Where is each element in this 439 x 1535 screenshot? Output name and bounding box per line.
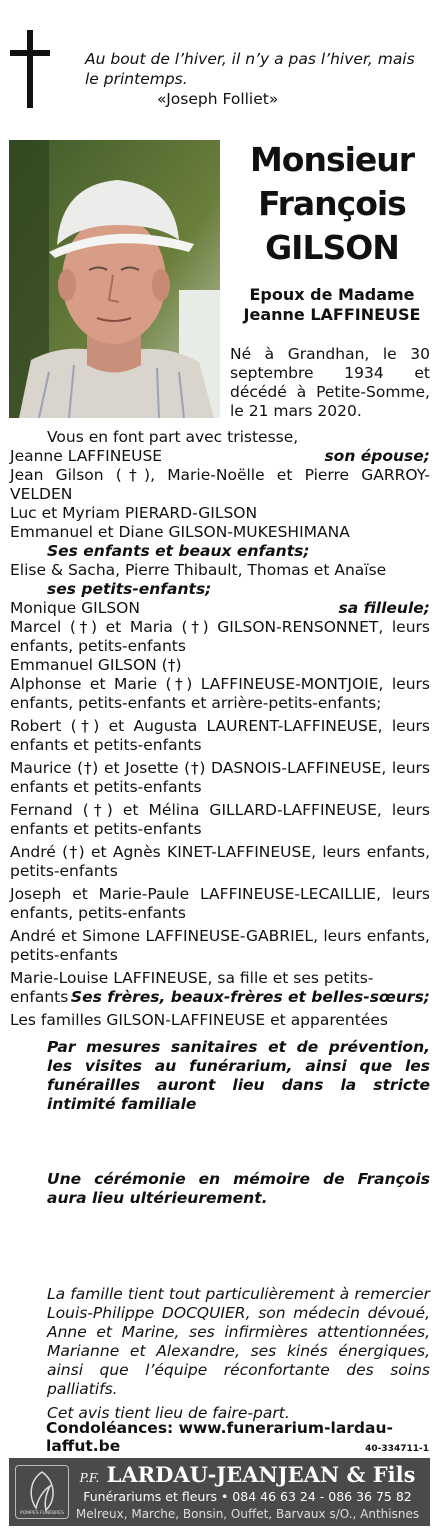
sibling-line: Robert (†) et Augusta LAURENT-LAFFINEUSE, leurs enfants et petits-enfants — [10, 717, 430, 754]
portrait-photo — [9, 140, 220, 418]
spouse-line-1: Epoux de Madame — [249, 285, 415, 304]
condolences-link[interactable]: Condoléances: www.funerarium-lardau-laffut.be — [46, 1419, 393, 1455]
name-last: GILSON — [265, 228, 399, 267]
sibling-line: Fernand (†) et Mélina GILLARD-LAFFINEUSE, leurs enfants et petits-enfants — [10, 801, 430, 838]
sibling-line-last-end: enfants — [10, 988, 69, 1006]
sibling-line: André et Simone LAFFINEUSE-GABRIEL, leurs enfants, petits-enfants — [10, 927, 430, 964]
spouse-role: son épouse; — [324, 447, 430, 465]
logo-lettering: POMPES FUNÈBRES — [20, 1511, 64, 1516]
sibling-line: Joseph et Marie-Paule LAFFINEUSE-LECAILLIE, leurs enfants, petits-enfants — [10, 885, 430, 922]
sibling-line: Marcel (†) et Maria (†) GILSON-RENSONNET, leurs enfants, petits-enfants — [10, 618, 430, 655]
birth-death-text: Né à Grandhan, le 30 septembre 1934 et décédé à Petite-Somme, le 21 mars 2020. — [230, 345, 430, 420]
thanks-text: La famille tient tout particulièrement à remercier Louis-Philippe DOCQUIER, son médecin dévoué, Anne et Marine, ses infirmières attentionnées, Marianne et Alexandre, ses kinés énergiques, ainsi que l’équipe réconfortante des soins palliatifs. — [47, 1285, 430, 1398]
funeral-home-prefix: P.F. — [79, 1471, 100, 1485]
families-line: Les familles GILSON-LAFFINEUSE et apparentées — [10, 1011, 388, 1029]
intro-line: Vous en font part avec tristesse, — [47, 428, 299, 446]
funeral-home-locations: Melreux, Marche, Bonsin, Ouffet, Barvaux s/O., Anthisnes — [75, 1507, 420, 1521]
spouse-block — [232, 285, 432, 325]
siblings-role-row — [10, 988, 430, 1007]
family-list — [10, 428, 430, 1208]
siblings-role: Ses frères, beaux-frères et belles-sœurs; — [70, 988, 430, 1006]
sibling-line: Maurice (†) et Josette (†) DASNOIS-LAFFINEUSE, leurs enfants et petits-enfants — [10, 759, 430, 796]
quote-author: «Joseph Folliet» — [157, 90, 279, 108]
grandchildren-line: Elise & Sacha, Pierre Thibault, Thomas et Anaïse — [10, 561, 387, 579]
funeral-home-title: LARDAU-JEANJEAN & Fils — [106, 1462, 416, 1487]
child-line: Emmanuel et Diane GILSON-MUKESHIMANA — [10, 523, 350, 541]
spouse-row — [10, 447, 430, 466]
reference-number: 40-334711-1 — [365, 1444, 429, 1454]
sibling-line: Alphonse et Marie (†) LAFFINEUSE-MONTJOIE, leurs enfants, petits-enfants et arrière-petits-enfants; — [10, 675, 430, 712]
children-role: Ses enfants et beaux enfants; — [47, 542, 310, 560]
cross-icon — [27, 30, 33, 108]
child-line: Jean Gilson (†), Marie-Noëlle et Pierre GARROY-VELDEN — [10, 466, 430, 503]
goddaughter-role: sa filleule; — [338, 599, 430, 617]
goddaughter-name: Monique GILSON — [10, 599, 140, 617]
funeral-home-name — [75, 1462, 420, 1487]
sibling-line: Emmanuel GILSON (†) — [10, 656, 182, 674]
spouse-line-2: Jeanne LAFFINEUSE — [243, 305, 421, 324]
sibling-line-last: Marie-Louise LAFFINEUSE, sa fille et ses petits- — [10, 969, 374, 987]
child-line: Luc et Myriam PIERARD-GILSON — [10, 504, 258, 522]
ceremony-notice — [10, 1170, 430, 1208]
deceased-name — [232, 138, 432, 270]
avis-text: Cet avis tient lieu de faire-part. — [47, 1404, 290, 1422]
sanitary-notice-text: Par mesures sanitaires et de prévention, les visites au funérarium, ainsi que les funérailles auront lieu dans la stricte intimité familiale — [47, 1038, 430, 1113]
quote-text: Au bout de l’hiver, il n’y a pas l’hiver, mais le printemps. — [85, 50, 415, 88]
name-first: François — [258, 184, 406, 223]
funeral-home-banner — [9, 1458, 430, 1526]
sibling-line: André (†) et Agnès KINET-LAFFINEUSE, leurs enfants, petits-enfants — [10, 843, 430, 880]
ceremony-notice-text: Une cérémonie en mémoire de François aura lieu ultérieurement. — [47, 1170, 430, 1207]
goddaughter-row — [10, 599, 430, 618]
thanks-paragraph — [10, 1285, 430, 1423]
grandchildren-role: ses petits-enfants; — [47, 580, 212, 598]
cross-icon-bar — [10, 50, 50, 56]
epigraph — [85, 49, 430, 109]
funeral-home-logo — [15, 1465, 69, 1519]
funeral-home-services: Funérariums et fleurs • 084 46 63 24 - 086 36 75 82 — [83, 1489, 412, 1504]
name-title: Monsieur — [249, 140, 415, 179]
sanitary-notice — [10, 1038, 430, 1114]
spouse-name: Jeanne LAFFINEUSE — [10, 447, 163, 465]
